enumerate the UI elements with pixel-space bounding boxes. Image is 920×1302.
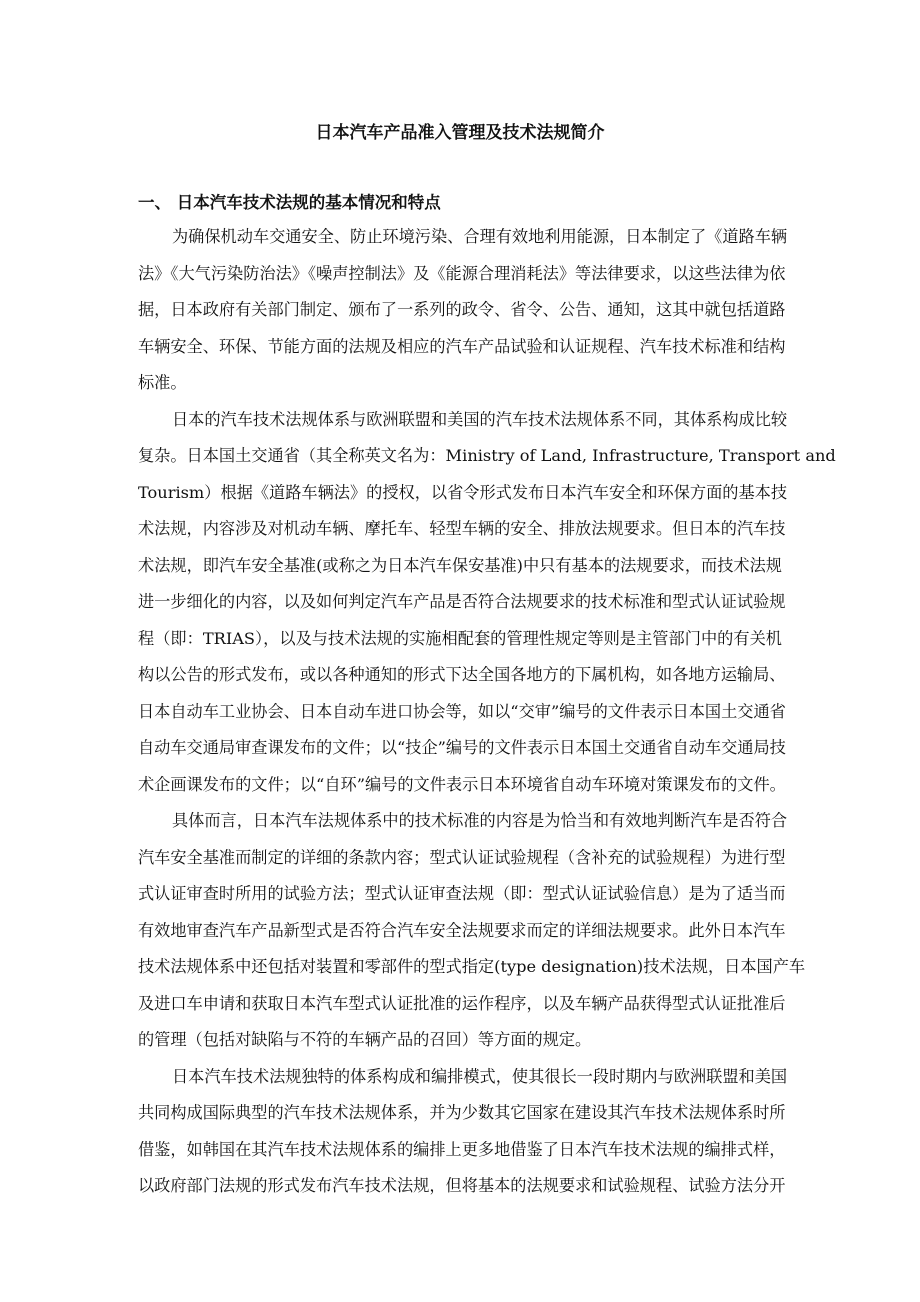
paragraph-line: 术企画课发布的文件；以“自环”编号的文件表示日本环境省自动车环境对策课发布的文件。 <box>138 774 786 794</box>
document-body <box>138 219 836 1205</box>
paragraph-line: 车辆安全、环保、节能方面的法规及相应的汽车产品试验和认证规程、汽车技术标准和结构 <box>138 336 786 356</box>
paragraph <box>138 1059 788 1205</box>
paragraph-line: 日本的汽车技术法规体系与欧洲联盟和美国的汽车技术法规体系不同，其体系构成比较 <box>172 409 788 429</box>
paragraph-line: 的管理（包括对缺陷与不符的车辆产品的召回）等方面的规定。 <box>138 1030 592 1049</box>
paragraph <box>138 803 806 1059</box>
paragraph-line: 构以公告的形式发布，或以各种通知的形式下达全国各地方的下属机构，如各地方运输局、 <box>138 665 786 684</box>
paragraph-line: 日本汽车技术法规独特的体系构成和编排模式，使其很长一段时期内与欧洲联盟和美国 <box>172 1066 788 1086</box>
paragraph-line: 程（即：TRIAS），以及与技术法规的实施相配套的管理性规定等则是主管部门中的有关机 <box>138 628 782 648</box>
paragraph-line: 具体而言，日本汽车法规体系中的技术标准的内容是为恰当和有效地判断汽车是否符合 <box>172 811 788 830</box>
paragraph-line: 标准。 <box>138 373 187 392</box>
document-title: 日本汽车产品准入管理及技术法规简介 <box>315 123 605 143</box>
paragraph-line: 以政府部门法规的形式发布汽车技术法规，但将基本的法规要求和试验规程、试验方法分开 <box>138 1176 786 1195</box>
section-heading: 一、 日本汽车技术法规的基本情况和特点 <box>138 193 441 212</box>
paragraph-line: 借鉴，如韩国在其汽车技术法规体系的编排上更多地借鉴了日本汽车技术法规的编排式样， <box>138 1139 786 1159</box>
paragraph-line: 复杂。日本国土交通省（其全称英文名为：Ministry of Land, Infrastructure, Transport and <box>138 446 836 465</box>
paragraph-line: 进一步细化的内容，以及如何判定汽车产品是否符合法规要求的技术标准和型式认证试验规 <box>138 592 786 611</box>
paragraph-line: 技术法规体系中还包括对装置和零部件的型式指定(type designation)技术法规，日本国产车 <box>138 957 806 976</box>
paragraph-line: 日本自动车工业协会、日本自动车进口协会等，如以“交审”编号的文件表示日本国土交通省 <box>138 701 786 721</box>
paragraph-line: 术法规，即汽车安全基准(或称之为日本汽车保安基准)中只有基本的法规要求，而技术法规 <box>138 555 782 575</box>
paragraph-line: Tourism）根据《道路车辆法》的授权，以省令形式发布日本汽车安全和环保方面的基本技 <box>138 482 788 502</box>
paragraph-line: 及进口车申请和获取日本汽车型式认证批准的运作程序，以及车辆产品获得型式认证批准后 <box>138 993 786 1013</box>
paragraph-line: 术法规，内容涉及对机动车辆、摩托车、轻型车辆的安全、排放法规要求。但日本的汽车技 <box>138 519 786 538</box>
paragraph <box>138 219 788 402</box>
paragraph-line: 式认证审查时所用的试验方法；型式认证审查法规（即：型式认证试验信息）是为了适当而 <box>138 884 786 903</box>
paragraph-line: 共同构成国际典型的汽车技术法规体系，并为少数其它国家在建设其汽车技术法规体系时所 <box>138 1103 786 1122</box>
paragraph-line: 法》《大气污染防治法》《噪声控制法》及《能源合理消耗法》等法律要求，以这些法律为依 <box>138 263 786 283</box>
paragraph-line: 据，日本政府有关部门制定、颁布了一系列的政令、省令、公告、通知，这其中就包括道路 <box>138 300 786 319</box>
paragraph-line: 有效地审查汽车产品新型式是否符合汽车安全法规要求而定的详细法规要求。此外日本汽车 <box>138 920 786 940</box>
paragraph-line: 自动车交通局审查课发布的文件；以“技企”编号的文件表示日本国土交通省自动车交通局技 <box>138 738 786 757</box>
paragraph <box>138 402 836 804</box>
paragraph-line: 汽车安全基准而制定的详细的条款内容；型式认证试验规程（含补充的试验规程）为进行型 <box>138 847 786 867</box>
paragraph-line: 为确保机动车交通安全、防止环境污染、合理有效地利用能源，日本制定了《道路车辆 <box>172 227 788 246</box>
